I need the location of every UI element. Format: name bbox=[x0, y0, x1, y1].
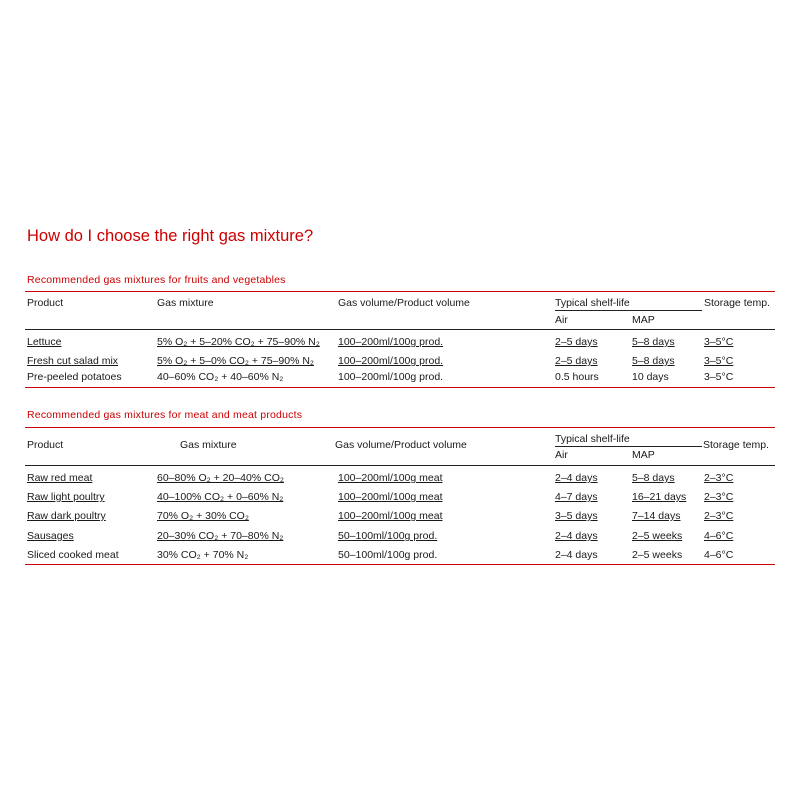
cell-gas-volume: 50–100ml/100g prod. bbox=[338, 549, 438, 561]
header-gas-mixture: Gas mixture bbox=[180, 439, 237, 451]
table-caption: Recommended gas mixtures for fruits and vegetables bbox=[27, 274, 286, 286]
cell-air: 2–5 days bbox=[555, 355, 598, 367]
header-storage-temp: Storage temp. bbox=[704, 297, 770, 309]
cell-gas-mixture: 60–80% O₂ + 20–40% CO₂ bbox=[157, 472, 284, 484]
cell-gas-mixture: 40–60% CO₂ + 40–60% N₂ bbox=[157, 371, 284, 383]
cell-gas-mixture: 20–30% CO₂ + 70–80% N₂ bbox=[157, 530, 284, 542]
cell-gas-volume: 100–200ml/100g prod. bbox=[338, 355, 444, 367]
cell-storage: 4–6°C bbox=[704, 549, 734, 561]
cell-gas-volume: 100–200ml/100g prod. bbox=[338, 371, 444, 383]
cell-product: Raw red meat bbox=[27, 472, 93, 484]
cell-product: Fresh cut salad mix bbox=[27, 355, 119, 367]
cell-gas-volume: 100–200ml/100g prod. bbox=[338, 336, 444, 348]
cell-product: Lettuce bbox=[27, 336, 62, 348]
cell-storage: 2–3°C bbox=[704, 472, 734, 484]
cell-storage: 3–5°C bbox=[704, 336, 734, 348]
page-title: How do I choose the right gas mixture? bbox=[27, 227, 314, 245]
cell-air: 2–4 days bbox=[555, 549, 598, 561]
cell-product: Sausages bbox=[27, 530, 74, 542]
header-bottom-rule bbox=[25, 329, 775, 330]
cell-map: 2–5 weeks bbox=[632, 530, 683, 542]
cell-air: 2–5 days bbox=[555, 336, 598, 348]
cell-map: 10 days bbox=[632, 371, 669, 383]
header-map: MAP bbox=[632, 449, 655, 461]
cell-product: Sliced cooked meat bbox=[27, 549, 119, 561]
cell-gas-mixture: 5% O₂ + 5–0% CO₂ + 75–90% N₂ bbox=[157, 355, 314, 367]
header-storage-temp: Storage temp. bbox=[703, 439, 769, 451]
table-bottom-rule bbox=[25, 387, 775, 388]
cell-map: 5–8 days bbox=[632, 336, 675, 348]
cell-storage: 2–3°C bbox=[704, 491, 734, 503]
cell-air: 0.5 hours bbox=[555, 371, 599, 383]
cell-air: 3–5 days bbox=[555, 510, 598, 522]
table-top-rule bbox=[25, 291, 775, 292]
shelf-life-rule bbox=[555, 310, 702, 311]
cell-product: Pre-peeled potatoes bbox=[27, 371, 122, 383]
header-gas-volume: Gas volume/Product volume bbox=[335, 439, 467, 451]
cell-storage: 3–5°C bbox=[704, 371, 734, 383]
shelf-life-rule bbox=[555, 446, 702, 447]
header-shelf-life: Typical shelf-life bbox=[555, 297, 630, 309]
header-product: Product bbox=[27, 297, 64, 309]
table-caption: Recommended gas mixtures for meat and meat products bbox=[27, 409, 303, 421]
cell-air: 2–4 days bbox=[555, 530, 598, 542]
cell-gas-volume: 100–200ml/100g meat bbox=[338, 510, 443, 522]
cell-product: Raw dark poultry bbox=[27, 510, 106, 522]
cell-map: 2–5 weeks bbox=[632, 549, 683, 561]
cell-storage: 2–3°C bbox=[704, 510, 734, 522]
header-map: MAP bbox=[632, 314, 655, 326]
header-product: Product bbox=[27, 439, 64, 451]
cell-gas-volume: 50–100ml/100g prod. bbox=[338, 530, 438, 542]
header-bottom-rule bbox=[25, 465, 775, 466]
cell-product: Raw light poultry bbox=[27, 491, 105, 503]
cell-gas-mixture: 40–100% CO₂ + 0–60% N₂ bbox=[157, 491, 284, 503]
cell-map: 16–21 days bbox=[632, 491, 687, 503]
cell-gas-mixture: 70% O₂ + 30% CO₂ bbox=[157, 510, 249, 522]
cell-gas-mixture: 5% O₂ + 5–20% CO₂ + 75–90% N₂ bbox=[157, 336, 320, 348]
header-shelf-life: Typical shelf-life bbox=[555, 433, 630, 445]
table-top-rule bbox=[25, 427, 775, 428]
cell-air: 2–4 days bbox=[555, 472, 598, 484]
cell-map: 7–14 days bbox=[632, 510, 681, 522]
header-air: Air bbox=[555, 314, 568, 326]
cell-gas-volume: 100–200ml/100g meat bbox=[338, 472, 443, 484]
cell-map: 5–8 days bbox=[632, 355, 675, 367]
table-bottom-rule bbox=[25, 564, 775, 565]
cell-gas-volume: 100–200ml/100g meat bbox=[338, 491, 443, 503]
header-air: Air bbox=[555, 449, 568, 461]
cell-map: 5–8 days bbox=[632, 472, 675, 484]
cell-air: 4–7 days bbox=[555, 491, 598, 503]
header-gas-mixture: Gas mixture bbox=[157, 297, 214, 309]
header-gas-volume: Gas volume/Product volume bbox=[338, 297, 470, 309]
cell-storage: 4–6°C bbox=[704, 530, 734, 542]
cell-gas-mixture: 30% CO₂ + 70% N₂ bbox=[157, 549, 249, 561]
cell-storage: 3–5°C bbox=[704, 355, 734, 367]
